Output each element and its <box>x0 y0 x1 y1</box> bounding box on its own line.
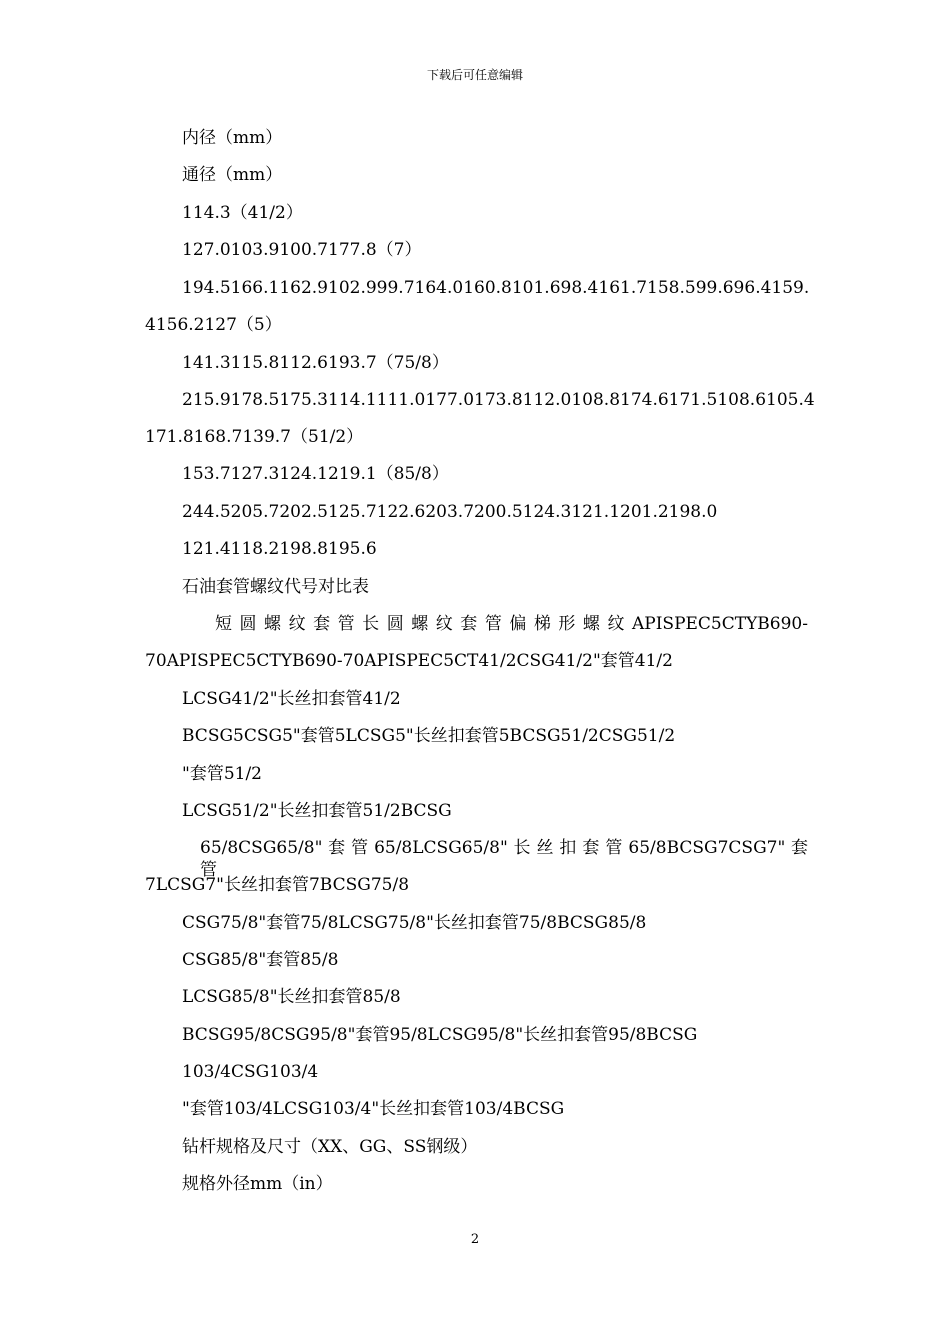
text-line: 70APISPEC5CTYB690-70APISPEC5CT41/2CSG41/2"套管41/2 <box>145 651 673 671</box>
text-line: 215.9178.5175.3114.1111.0177.0173.8112.0108.8174.6171.5108.6105.4 <box>182 390 815 410</box>
text-line: 内径（mm） <box>182 128 283 148</box>
text-line: 141.3115.8112.6193.7（75/8） <box>182 353 449 373</box>
text-line: 194.5166.1162.9102.999.7164.0160.8101.698.4161.7158.599.696.4159. <box>182 278 810 298</box>
text-line: LCSG51/2"长丝扣套管51/2BCSG <box>182 801 452 821</box>
text-line: 通径（mm） <box>182 165 283 185</box>
section-heading: 钻杆规格及尺寸（XX、GG、SS钢级） <box>182 1137 478 1157</box>
text-line: BCSG5CSG5"套管5LCSG5"长丝扣套管5BCSG51/2CSG51/2 <box>182 726 676 746</box>
text-line: 7LCSG7"长丝扣套管7BCSG75/8 <box>145 875 410 895</box>
text-line: 171.8168.7139.7（51/2） <box>145 427 364 447</box>
text-line: 114.3（41/2） <box>182 203 303 223</box>
text-line: 4156.2127（5） <box>145 315 282 335</box>
section-heading: 石油套管螺纹代号对比表 <box>182 577 369 597</box>
text-line: 127.0103.9100.7177.8（7） <box>182 240 422 260</box>
text-line: CSG75/8"套管75/8LCSG75/8"长丝扣套管75/8BCSG85/8 <box>182 913 647 933</box>
text-line: 规格外径mm（in） <box>182 1174 333 1194</box>
text-line: CSG85/8"套管85/8 <box>182 950 339 970</box>
text-line: 短 圆 螺 纹 套 管 长 圆 螺 纹 套 管 偏 梯 形 螺 纹 APISPEC5CTYB690- <box>215 614 808 634</box>
text-line: 103/4CSG103/4 <box>182 1062 319 1082</box>
text-line: 121.4118.2198.8195.6 <box>182 539 377 559</box>
text-line: "套管51/2 <box>182 764 262 784</box>
text-line: "套管103/4LCSG103/4"长丝扣套管103/4BCSG <box>182 1099 565 1119</box>
text-line: 244.5205.7202.5125.7122.6203.7200.5124.3121.1201.2198.0 <box>182 502 718 522</box>
text-line: 65/8CSG65/8" 套 管 65/8LCSG65/8" 长 丝 扣 套 管 65/8BCSG7CSG7" 套 管 <box>200 838 808 880</box>
page-number: 2 <box>470 1232 480 1247</box>
page-header: 下载后可任意编辑 <box>426 68 523 82</box>
text-line: LCSG41/2"长丝扣套管41/2 <box>182 689 401 709</box>
text-line: LCSG85/8"长丝扣套管85/8 <box>182 987 401 1007</box>
text-line: BCSG95/8CSG95/8"套管95/8LCSG95/8"长丝扣套管95/8BCSG <box>182 1025 698 1045</box>
text-line: 153.7127.3124.1219.1（85/8） <box>182 464 449 484</box>
